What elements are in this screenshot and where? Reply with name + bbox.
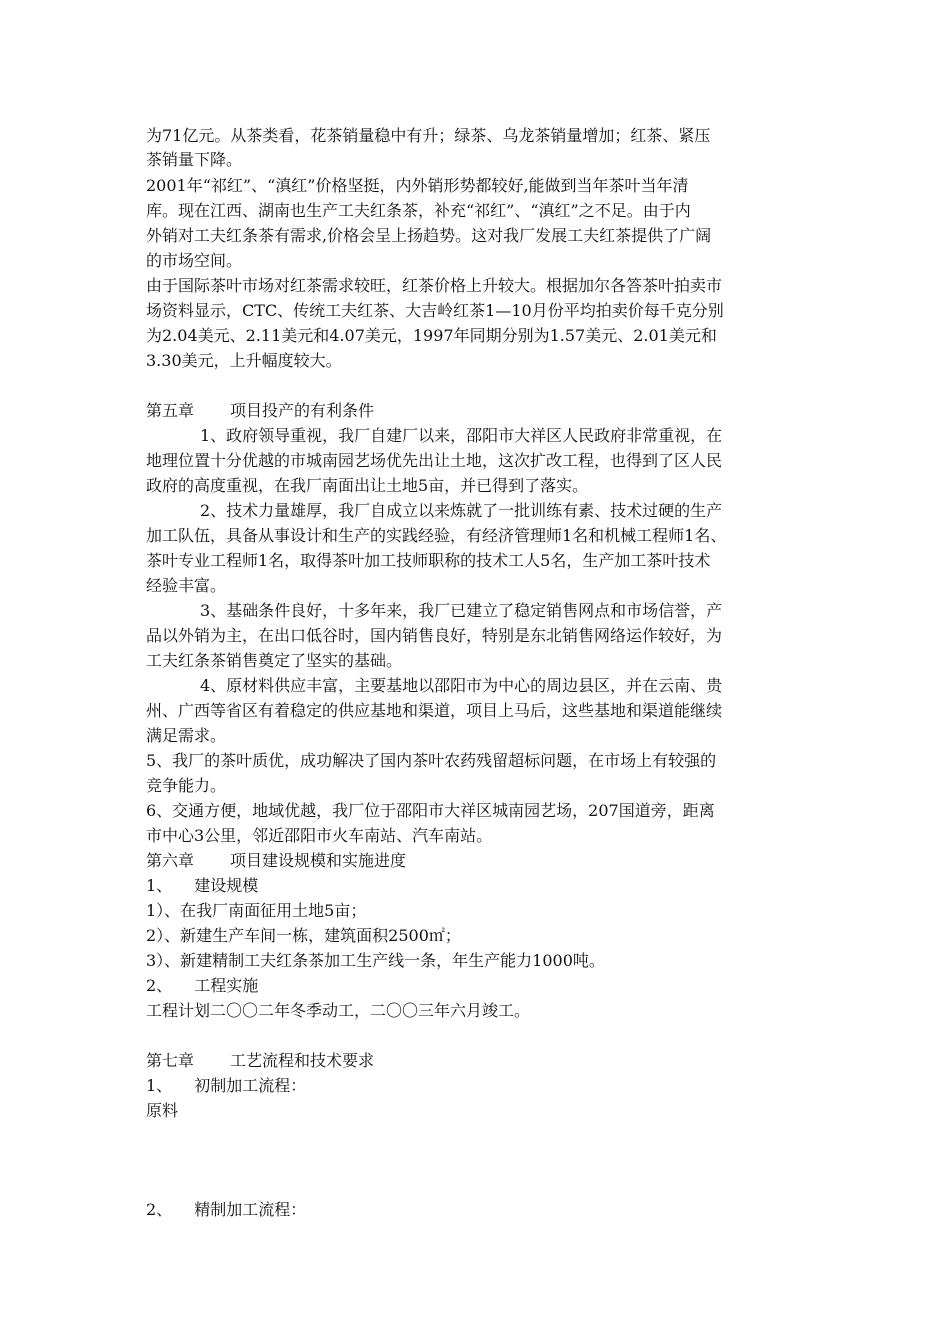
paragraph-line: 4、原材料供应丰富，主要基地以邵阳市为中心的周边县区，并在云南、贵 bbox=[200, 676, 723, 695]
paragraph-line: 原料 bbox=[146, 1101, 179, 1120]
paragraph-line: 库。现在江西、湖南也生产工夫红条茶，补充“祁红”、“滇红”之不足。由于内 bbox=[146, 201, 691, 220]
subheading-text: 工程实施 bbox=[194, 976, 259, 995]
paragraph-line: 2001年“祁红”、“滇红”价格坚挺，内外销形势都较好,能做到当年茶叶当年清 bbox=[146, 176, 689, 195]
paragraph-line: 的市场空间。 bbox=[146, 251, 243, 270]
paragraph-line: 工程计划二〇〇二年冬季动工，二〇〇三年六月竣工。 bbox=[146, 1001, 531, 1020]
subheading-implementation bbox=[146, 974, 258, 998]
paragraph-line: 地理位置十分优越的市城南园艺场优先出让土地，这次扩改工程，也得到了区人民 bbox=[146, 451, 723, 470]
paragraph-line: 场资料显示，CTC、传统工夫红茶、大吉岭红茶1—10月份平均拍卖价每千克分别 bbox=[146, 301, 724, 320]
subheading-number: 2、 bbox=[146, 976, 173, 995]
chapter-number: 第五章 bbox=[146, 401, 195, 420]
paragraph-line: 经验丰富。 bbox=[146, 576, 227, 595]
chapter-title: 项目建设规模和实施进度 bbox=[230, 851, 407, 870]
paragraph-line: 茶销量下降。 bbox=[146, 150, 243, 169]
subheading-number: 2、 bbox=[146, 1200, 173, 1219]
paragraph-line: 市中心3公里，邻近邵阳市火车南站、汽车南站。 bbox=[146, 826, 493, 845]
paragraph-line: 工夫红条茶销售奠定了坚实的基础。 bbox=[146, 651, 403, 670]
paragraph-line: 1、政府领导重视，我厂自建厂以来，邵阳市大祥区人民政府非常重视，在 bbox=[200, 426, 723, 445]
paragraph-line: 5、我厂的茶叶质优，成功解决了国内茶叶农药残留超标问题，在市场上有较强的 bbox=[146, 751, 717, 770]
list-item: 3）、新建精制工夫红条茶加工生产线一条，年生产能力1000吨。 bbox=[146, 951, 605, 970]
subheading-text: 初制加工流程： bbox=[194, 1076, 307, 1095]
paragraph-line: 政府的高度重视，在我厂南面出让土地5亩，并已得到了落实。 bbox=[146, 476, 589, 495]
paragraph-line: 由于国际茶叶市场对红茶需求较旺，红茶价格上升较大。根据加尔各答茶叶拍卖市 bbox=[146, 276, 723, 295]
paragraph-line: 茶叶专业工程师1名，取得茶叶加工技师职称的技术工人5名，生产加工茶叶技术 bbox=[146, 551, 711, 570]
subheading-construction-scale bbox=[146, 874, 258, 898]
paragraph-line: 满足需求。 bbox=[146, 726, 227, 745]
paragraph-line: 品以外销为主，在出口低谷时，国内销售良好，特别是东北销售网络运作较好，为 bbox=[146, 626, 723, 645]
subheading-refining-process bbox=[146, 1198, 306, 1222]
chapter-6-heading bbox=[146, 849, 406, 873]
paragraph-line: 6、交通方便，地域优越，我厂位于邵阳市大祥区城南园艺场，207国道旁，距离 bbox=[146, 801, 715, 820]
chapter-5-heading bbox=[146, 399, 374, 423]
subheading-number: 1、 bbox=[146, 876, 173, 895]
chapter-number: 第六章 bbox=[146, 851, 195, 870]
paragraph-line: 外销对工夫红条茶有需求,价格会呈上扬趋势。这对我厂发展工夫红茶提供了广阔 bbox=[146, 226, 712, 245]
paragraph-line: 2、技术力量雄厚，我厂自成立以来炼就了一批训练有素、技术过硬的生产 bbox=[200, 501, 723, 520]
subheading-text: 建设规模 bbox=[194, 876, 259, 895]
paragraph-line: 加工队伍，具备从事设计和生产的实践经验，有经济管理师1名和机械工程师1名、 bbox=[146, 526, 727, 545]
paragraph-line: 竞争能力。 bbox=[146, 776, 227, 795]
subheading-text: 精制加工流程： bbox=[194, 1200, 307, 1219]
list-item: 1）、在我厂南面征用土地5亩； bbox=[146, 901, 367, 920]
chapter-7-heading bbox=[146, 1049, 374, 1073]
paragraph-line: 州、广西等省区有着稳定的供应基地和渠道，项目上马后，这些基地和渠道能继续 bbox=[146, 701, 723, 720]
paragraph-line: 为2.04美元、2.11美元和4.07美元，1997年同期分别为1.57美元、2.01美元和 bbox=[146, 326, 717, 345]
list-item: 2）、新建生产车间一栋，建筑面积2500㎡； bbox=[146, 926, 461, 945]
paragraph-line: 为71亿元。从茶类看，花茶销量稳中有升；绿茶、乌龙茶销量增加；红茶、紧压 bbox=[146, 126, 711, 145]
chapter-title: 项目投产的有利条件 bbox=[230, 401, 375, 420]
paragraph-line: 3.30美元，上升幅度较大。 bbox=[146, 351, 342, 370]
paragraph-line: 3、基础条件良好，十多年来，我厂已建立了稳定销售网点和市场信誉，产 bbox=[200, 601, 723, 620]
subheading-number: 1、 bbox=[146, 1076, 173, 1095]
chapter-title: 工艺流程和技术要求 bbox=[230, 1051, 375, 1070]
subheading-primary-process bbox=[146, 1074, 306, 1098]
chapter-number: 第七章 bbox=[146, 1051, 195, 1070]
